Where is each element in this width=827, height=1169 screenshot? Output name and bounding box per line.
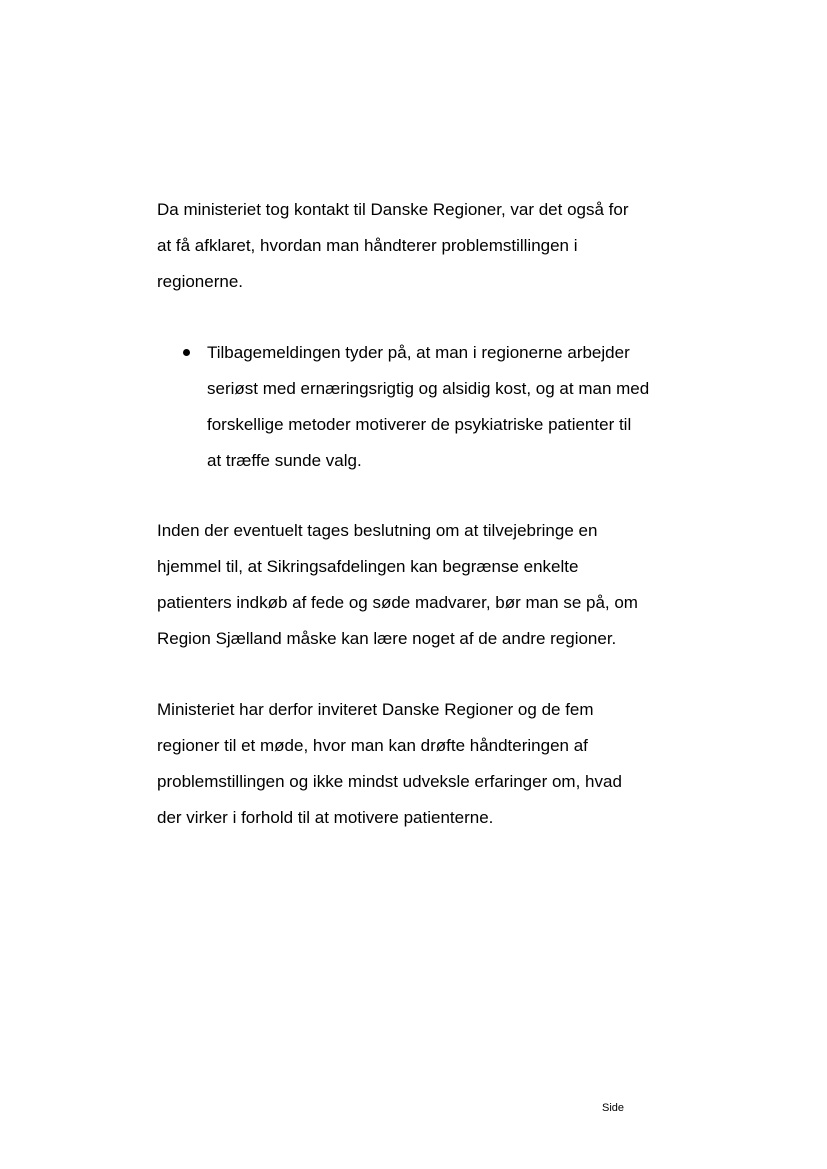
paragraph-invitation	[157, 692, 677, 836]
paragraph-line: Ministeriet har derfor inviteret Danske Regioner og de fem	[157, 700, 594, 719]
bullet-line: at træffe sunde valg.	[207, 451, 362, 470]
bullet-item-feedback	[180, 335, 680, 479]
paragraph-decision	[157, 513, 677, 657]
bullet-line: seriøst med ernæringsrigtig og alsidig kost, og at man med	[207, 379, 650, 398]
paragraph-line: Inden der eventuelt tages beslutning om at tilvejebringe en	[157, 521, 598, 540]
paragraph-line: Region Sjælland måske kan lære noget af de andre regioner.	[157, 629, 617, 648]
paragraph-line: at få afklaret, hvordan man håndterer problemstillingen i	[157, 236, 578, 255]
paragraph-line: Da ministeriet tog kontakt til Danske Regioner, var det også for	[157, 200, 629, 219]
paragraph-line: patienters indkøb af fede og søde madvarer, bør man se på, om	[157, 593, 638, 612]
paragraph-line: problemstillingen og ikke mindst udveksle erfaringer om, hvad	[157, 772, 622, 791]
paragraph-line: regioner til et møde, hvor man kan drøfte håndteringen af	[157, 736, 588, 755]
paragraph-line: regionerne.	[157, 272, 244, 291]
bullet-line: forskellige metoder motiverer de psykiatriske patienter til	[207, 415, 632, 434]
paragraph-line: der virker i forhold til at motivere patienterne.	[157, 808, 494, 827]
bullet-list	[180, 335, 680, 479]
paragraph-line: hjemmel til, at Sikringsafdelingen kan begrænse enkelte	[157, 557, 579, 576]
page-footer-label: Side	[602, 1102, 625, 1114]
paragraph-ministry-contact	[157, 192, 677, 300]
bullet-line: Tilbagemeldingen tyder på, at man i regionerne arbejder	[207, 343, 630, 362]
bullet-dot-icon	[183, 349, 190, 356]
